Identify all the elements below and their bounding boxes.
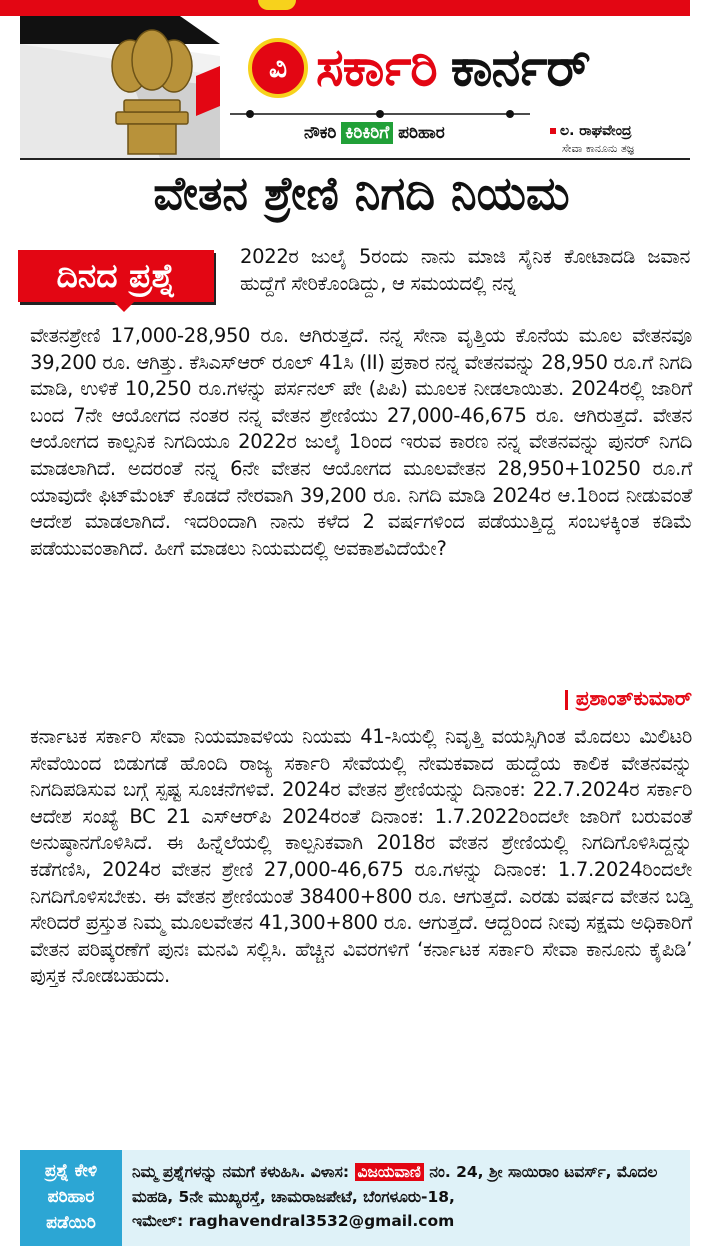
footer-cta-line: ಪಡೆಯಿರಿ xyxy=(46,1213,96,1233)
question-badge: ದಿನದ ಪ್ರಶ್ನೆ xyxy=(18,250,214,302)
header-divider xyxy=(20,158,690,160)
question-text-part2: ವೇತನಶ್ರೇಣಿ 17,000-28,950 ರೂ. ಆಗಿರುತ್ತದೆ. ನನ್ನ ಸೇನಾ ವೃತ್ತಿಯ ಕೊನೆಯ ಮೂಲ ವೇತನವೂ 39,200 ರೂ. ಆಗಿತ್ತು. ಕೆಸಿಎಸ್‌ಆರ್ ರೂಲ್ 41ಸಿ (II) ಪ್ರಕಾರ ನನ್ನ ವೇತನವನ್ನು 28,950 ರೂ.ಗೆ ನಿಗದಿ ಮಾಡಿ, ಉಳಿಕೆ 10,250 ರೂ.ಗಳನ್ನು ಪರ್ಸನಲ್ ಪೇ (ಪಿಪಿ) ಮೂಲಕ ನೀಡಲಾಯಿತು. 2024ರಲ್ಲಿ ಜಾರಿಗೆ ಬಂದ 7ನೇ ಆಯೋಗದ ನಂತರ ನನ್ನ ವೇತನ ಶ್ರೇಣಿಯು 27,000-46,675 ರೂ. ಆಗಿರುತ್ತದೆ. ವೇತನ ಆಯೋಗದ ಕಾಲ್ಪನಿಕ ನಿಗದಿಯೂ 2022ರ ಜುಲೈ 1ರಿಂದ ಇರುವ ಕಾರಣ ನನ್ನ ವೇತನವನ್ನು ಪುನರ್ ನಿಗದಿ ಮಾಡಲಾಗಿದೆ. ಅದರಂತೆ ನನ್ನ 6ನೇ ವೇತನ ಆಯೋಗದ ಮೂಲವೇತನ 28,950+10250 ರೂ.ಗೆ ಯಾವುದೇ ಫಿಟ್‌ಮೆಂಟ್ ಕೊಡದೆ ನೇರವಾಗಿ 39,200 ರೂ. ನಿಗದಿ ಮಾಡಿ 2024ರ ಆ.1ರಿಂದ ನೀಡುವಂತೆ ಆದೇಶ ಮಾಡಲಾಗಿದೆ. ಇದರಿಂದಾಗಿ ನಾನು ಕಳೆದ 2 ವರ್ಷಗಳಿಂದ ಪಡೆಯುತ್ತಿದ್ದ ಸಂಬಳಕ್ಕಿಂತ ಕಡಿಮೆ ಪಡೆಯುವಂತಾಗಿದೆ. ಹೀಗೆ ಮಾಡಲು ನಿಯಮದಲ್ಲಿ ಅವಕಾಶವಿದೆಯೇ? xyxy=(30,324,692,560)
bullet-square-icon xyxy=(550,128,556,134)
footer-box xyxy=(20,1150,690,1246)
footer-highlight: ವಿಜಯವಾಣಿ xyxy=(355,1163,424,1181)
footer-contact xyxy=(132,1160,682,1234)
top-bar-mark xyxy=(258,0,296,10)
author-block xyxy=(550,122,634,158)
footer-cta xyxy=(20,1150,122,1246)
brand-title xyxy=(248,36,688,100)
brand-logo: ವಿ xyxy=(248,38,308,98)
question-text-part1: 2022ರ ಜುಲೈ 5ರಂದು ನಾನು ಮಾಜಿ ಸೈನಿಕ ಕೋಟಾದಡಿ ಜವಾನ ಹುದ್ದೆಗೆ ಸೇರಿಕೊಂಡಿದ್ದು, ಆ ಸಮಯದಲ್ಲಿ ನನ್ನ xyxy=(240,245,690,295)
headline: ವೇತನ ಶ್ರೇಣಿ ನಿಗದಿ ನಿಯಮ xyxy=(153,166,570,220)
asker-bar xyxy=(565,690,568,710)
decorative-divider-icon xyxy=(230,108,530,120)
tagline-pre: ನೌಕರಿ xyxy=(304,123,337,143)
asker-name-text: ಪ್ರಶಾಂತ್‌ಕುಮಾರ್ xyxy=(575,686,692,710)
answer-text: ಕರ್ನಾಟಕ ಸರ್ಕಾರಿ ಸೇವಾ ನಿಯಮಾವಳಿಯ ನಿಯಮ 41-ಸಿಯಲ್ಲಿ ನಿವೃತ್ತಿ ವಯಸ್ಸಿಗಿಂತ ಮೊದಲು ಮಿಲಿಟರಿ ಸೇವೆಯಿಂದ ಬಿಡುಗಡೆ ಹೊಂದಿ ರಾಜ್ಯ ಸರ್ಕಾರಿ ಸೇವೆಯಲ್ಲಿ ನೇಮಕವಾದ ಹುದ್ದೆಯ ಕಾಲಿಕ ವೇತನವನ್ನು ನಿಗದಿಪಡಿಸುವ ಬಗ್ಗೆ ಸ್ಪಷ್ಟ ಸೂಚನೆಗಳಿವೆ. 2024ರ ವೇತನ ಶ್ರೇಣಿಯನ್ನು ದಿನಾಂಕ: 22.7.2024ರ ಸರ್ಕಾರಿ ಆದೇಶ ಸಂಖ್ಯೆ BC 21 ಎಸ್‌ಆರ್‌ಪಿ 2024ರಂತೆ ದಿನಾಂಕ: 1.7.2022ರಿಂದಲೇ ಜಾರಿಗೆ ಬರುವಂತೆ ಅನುಷ್ಠಾನಗೊಳಿಸಿದೆ. ಈ ಹಿನ್ನೆಲೆಯಲ್ಲಿ ಕಾಲ್ಪನಿಕವಾಗಿ 2018ರ ವೇತನ ಶ್ರೇಣಿಯಲ್ಲಿ ನಿಗದಿಗೊಳಿಸಿದ್ದನ್ನು ಕಡೆಗಣಿಸಿ, 2024ರ ವೇತನ ಶ್ರೇಣಿ 27,000-46,675 ರೂ.ಗಳನ್ನು ದಿನಾಂಕ: 1.7.2024ರಿಂದಲೇ ನಿಗದಿಗೊಳಿಸಬೇಕು. ಈ ವೇತನ ಶ್ರೇಣಿಯಂತೆ 38400+800 ರೂ. ಆಗುತ್ತದೆ. ಎರಡು ವರ್ಷದ ವೇತನ ಬಡ್ತಿ ಸೇರಿದರೆ ಪ್ರಸ್ತುತ ನಿಮ್ಮ ಮೂಲವೇತನ 41,300+800 ರೂ. ಆಗುತ್ತದೆ. ಆದ್ದರಿಂದ ನೀವು ಸಕ್ಷಮ ಅಧಿಕಾರಿಗೆ ವೇತನ ಪರಿಷ್ಕರಣೆಗೆ ಪುನಃ ಮನವಿ ಸಲ್ಲಿಸಿ. ಹೆಚ್ಚಿನ ವಿವರಗಳಿಗೆ ‘ಕರ್ನಾಟಕ ಸರ್ಕಾರಿ ಸೇವಾ ಕಾನೂನು ಕೈಪಿಡಿ’ ಪುಸ್ತಕ ನೋಡಬಹುದು. xyxy=(30,725,692,988)
footer-email-label: ಇಮೇಲ್: xyxy=(132,1212,184,1230)
footer-text-post: ನಂ. 24, ಶ್ರೀ ಸಾಯಿರಾಂ ಟವರ್ಸ್, ಮೊದಲ ಮಹಡಿ, 5ನೇ ಮುಖ್ಯರಸ್ತೆ, ಚಾಮರಾಜಪೇಟೆ, ಬೆಂಗಳೂರು-18, xyxy=(132,1163,658,1206)
brand-title-part2: ಕಾರ್ನರ್ xyxy=(450,37,590,98)
tagline-post: ಪರಿಹಾರ xyxy=(398,123,445,143)
tagline xyxy=(304,122,445,144)
footer-email[interactable]: raghavendral3532@gmail.com xyxy=(188,1212,455,1230)
top-color-bar xyxy=(0,0,690,16)
footer-cta-line: ಪರಿಹಾರ xyxy=(47,1187,95,1207)
tagline-highlight: ಕಿರಿಕಿರಿಗೆ xyxy=(341,122,393,144)
asker-name xyxy=(488,686,692,710)
column-header xyxy=(20,16,690,158)
brand-title-part1: ಸರ್ಕಾರಿ xyxy=(316,37,437,98)
author-name: ಲ. ರಾಘವೇಂದ್ರ xyxy=(560,123,632,139)
footer-text-pre: ನಿಮ್ಮ ಪ್ರಶ್ನೆಗಳನ್ನು ನಮಗೆ ಕಳುಹಿಸಿ. ವಿಳಾಸ: xyxy=(132,1163,350,1181)
footer-cta-line: ಪ್ರಶ್ನೆ ಕೇಳಿ xyxy=(44,1161,98,1181)
author-title: ಸೇವಾ ಕಾನೂನು ತಜ್ಞ xyxy=(562,142,635,155)
national-emblem-icon xyxy=(20,16,220,158)
